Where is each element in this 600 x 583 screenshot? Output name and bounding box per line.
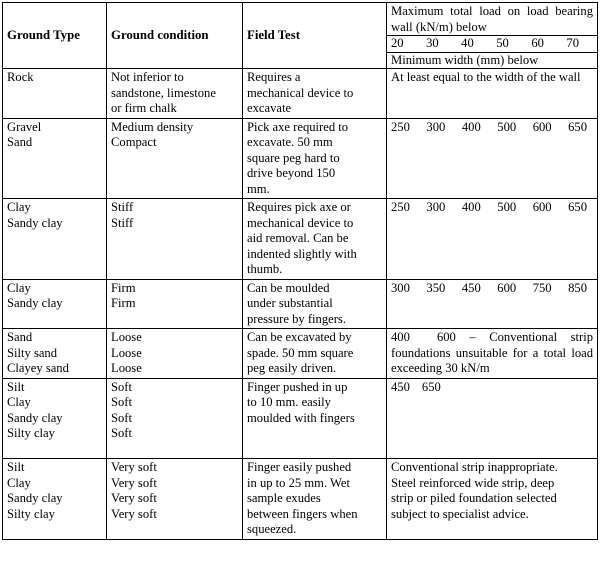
min-width-cell: Conventional strip inappropriate. Steel reinforced wide strip, deep strip or piled foundation selected subject to specialist advice. [387,459,598,540]
header-max-load [387,3,598,69]
load-value: 50 [496,36,509,50]
load-value: 40 [461,36,474,50]
min-width-row [387,52,597,69]
ground-condition-cell: Firm Firm [107,279,243,329]
header-field-test: Field Test [243,3,387,69]
table-row [3,378,598,459]
ground-type-cell: Silt Clay Sandy clay Silty clay [3,378,107,459]
table-header-row [3,3,598,69]
table-row [3,279,598,329]
ground-condition-cell: Very soft Very soft Very soft Very soft [107,459,243,540]
field-test-cell: Can be excavated by spade. 50 mm square peg easily driven. [243,329,387,379]
load-value: 70 [566,36,579,50]
load-value: 30 [426,36,439,50]
min-width-cell: 250 300 400 500 600 650 [387,118,598,199]
ground-condition-cell: Soft Soft Soft Soft [107,378,243,459]
ground-condition-cell: Not inferior to sandstone, limestone or firm chalk [107,69,243,119]
document [2,2,598,540]
min-width-cell: 400 600 – Conventional strip foundations unsuitable for a total load exceeding 30 kN/m [387,329,598,379]
table-row [3,69,598,119]
load-value: 20 [391,36,404,50]
load-value: 60 [531,36,544,50]
ground-condition-cell: Loose Loose Loose [107,329,243,379]
ground-type-cell: Clay Sandy clay [3,279,107,329]
table-row [3,329,598,379]
field-test-cell: Finger pushed in up to 10 mm. easily moulded with fingers [243,378,387,459]
field-test-cell: Can be moulded under substantial pressure by fingers. [243,279,387,329]
field-test-cell: Pick axe required to excavate. 50 mm square peg hard to drive beyond 150 mm. [243,118,387,199]
min-width-cell: At least equal to the width of the wall [387,69,598,119]
ground-type-cell: Gravel Sand [3,118,107,199]
header-ground-condition: Ground condition [107,3,243,69]
ground-condition-cell: Medium density Compact [107,118,243,199]
min-width-cell: 300 350 450 600 750 850 [387,279,598,329]
foundation-width-table [2,2,598,540]
field-test-cell: Requires pick axe or mechanical device to aid removal. Can be indented slightly with thumb. [243,199,387,280]
load-values-row [387,35,597,52]
max-load-label: Maximum total load on load bearing wall (kN/m) below [391,4,593,34]
ground-type-cell: Silt Clay Sandy clay Silty clay [3,459,107,540]
table-row [3,199,598,280]
header-ground-type: Ground Type [3,3,107,69]
ground-type-cell: Sand Silty sand Clayey sand [3,329,107,379]
table-row [3,118,598,199]
ground-type-cell: Clay Sandy clay [3,199,107,280]
table-row [3,459,598,540]
field-test-cell: Requires a mechanical device to excavate [243,69,387,119]
ground-condition-cell: Stiff Stiff [107,199,243,280]
min-width-cell: 450 650 [387,378,598,459]
min-width-cell: 250 300 400 500 600 650 [387,199,598,280]
field-test-cell: Finger easily pushed in up to 25 mm. Wet sample exudes between fingers when squeezed. [243,459,387,540]
ground-type-cell: Rock [3,69,107,119]
min-width-label: Minimum width (mm) below [391,52,539,67]
